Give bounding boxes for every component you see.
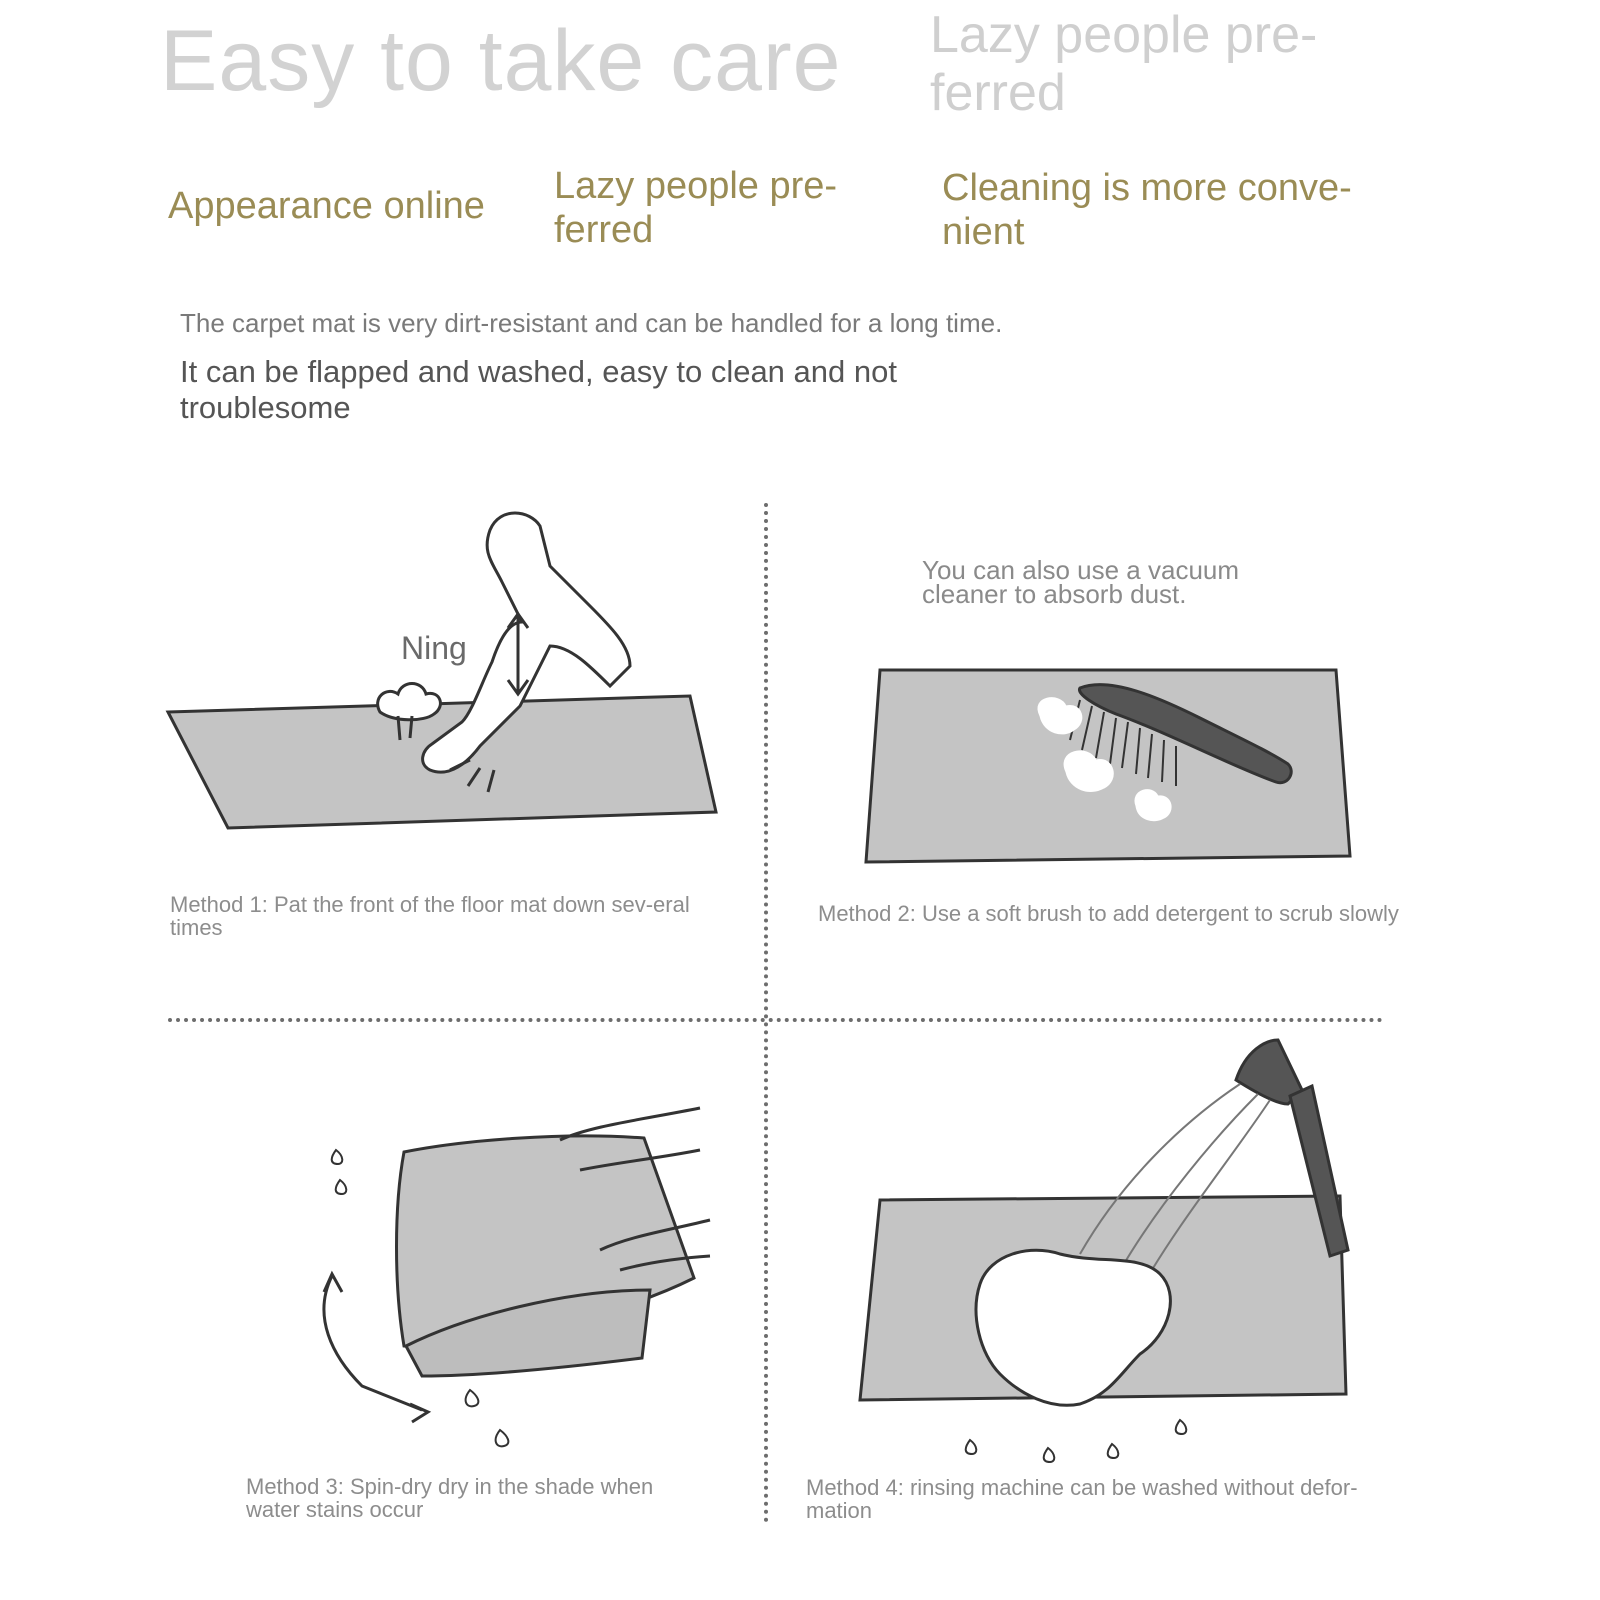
feature-appearance: Appearance online [168,185,485,227]
description-line-2: It can be flapped and washed, easy to clean and not troublesome [180,354,897,425]
page-subtitle: Lazy people pre-ferred [930,6,1318,122]
pat-mat-illustration [168,513,716,828]
description-line-1: The carpet mat is very dirt-resistant and can be handled for a long time. [180,308,1003,338]
page-title: Easy to take care [160,13,842,109]
method-1-caption: Method 1: Pat the front of the floor mat down sev-eral times [170,892,690,940]
feature-cleaning: Cleaning is more conve-nient [942,167,1352,253]
spin-dry-illustration [324,1108,710,1446]
feature-lazy-people: Lazy people pre-ferred [554,165,838,251]
method-4-caption: Method 4: rinsing machine can be washed without defor-mation [806,1475,1358,1523]
pat-sound-label: Ning [401,630,467,666]
method-2-caption: Method 2: Use a soft brush to add detergent to scrub slowly [818,901,1399,926]
brush-mat-illustration [866,670,1350,862]
method-3-caption: Method 3: Spin-dry dry in the shade when water stains occur [246,1474,654,1522]
vacuum-note: You can also use a vacuum cleaner to absorb dust. [922,555,1240,609]
rinse-illustration [860,1040,1348,1462]
